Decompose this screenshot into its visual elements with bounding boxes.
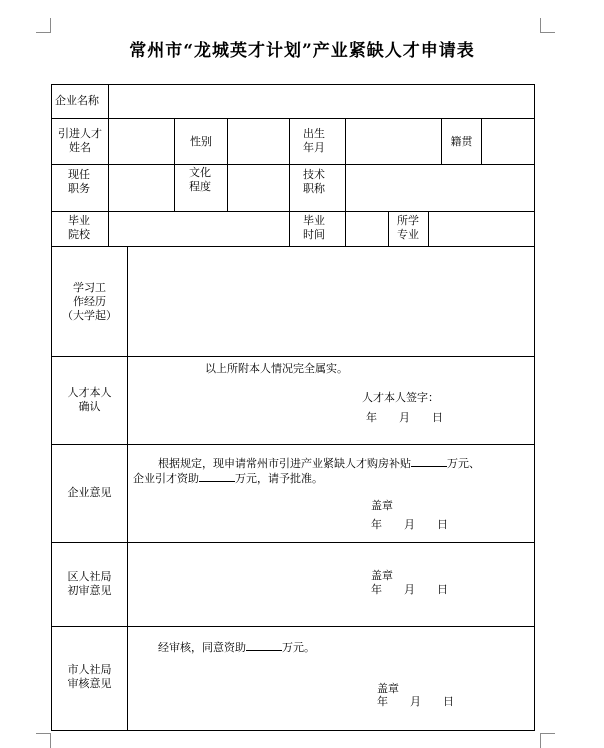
position-field[interactable] bbox=[109, 165, 174, 211]
housing-subsidy-amount-blank[interactable] bbox=[411, 456, 447, 467]
talent-signature-label: 人才本人签字： bbox=[362, 391, 439, 404]
gender-field[interactable] bbox=[228, 119, 289, 164]
graduation-time-label: 毕业 时间 bbox=[303, 214, 325, 241]
technical-title-label: 技术 职称 bbox=[303, 168, 325, 195]
approved-funding-amount-blank[interactable] bbox=[246, 640, 282, 651]
talent-confirmation-date: 年 月 日 bbox=[366, 411, 443, 424]
company-name-field[interactable] bbox=[109, 85, 534, 118]
experience-field[interactable] bbox=[128, 247, 534, 356]
company-name-label: 企业名称 bbox=[55, 94, 99, 107]
education-label: 文化 程度 bbox=[189, 166, 211, 193]
crop-mark-top-left bbox=[36, 18, 51, 33]
recruitment-funding-amount-blank[interactable] bbox=[199, 471, 235, 482]
company-seal-label: 盖章 bbox=[371, 499, 393, 512]
talent-name-label: 引进人才 姓名 bbox=[58, 127, 102, 154]
crop-mark-bottom-right bbox=[540, 733, 555, 748]
city-review-date: 年 月 日 bbox=[377, 695, 454, 708]
talent-confirmation-label: 人才本人 确认 bbox=[67, 386, 112, 413]
district-review-date: 年 月 日 bbox=[371, 583, 448, 596]
graduation-time-field[interactable] bbox=[346, 212, 388, 246]
district-review-label: 区人社局 初审意见 bbox=[67, 570, 112, 597]
major-field[interactable] bbox=[429, 212, 534, 246]
education-field[interactable] bbox=[228, 165, 289, 211]
native-place-field[interactable] bbox=[482, 119, 534, 164]
experience-label: 学习工 作经历 （大学起） bbox=[62, 281, 117, 322]
technical-title-field[interactable] bbox=[346, 165, 534, 211]
district-seal-label: 盖章 bbox=[371, 569, 393, 582]
school-label: 毕业 院校 bbox=[68, 214, 90, 241]
birth-label: 出生 年月 bbox=[303, 127, 325, 154]
company-opinion-line-2: 企业引才资助 万元，请予批准。 bbox=[133, 472, 323, 485]
major-label: 所学 专业 bbox=[397, 214, 419, 241]
company-opinion-line-1: 根据规定，现申请常州市引进产业紧缺人才购房补贴 万元、 bbox=[158, 457, 480, 470]
talent-name-field[interactable] bbox=[109, 119, 174, 164]
city-review-label: 市人社局 审核意见 bbox=[67, 663, 112, 690]
native-place-label: 籍贯 bbox=[450, 135, 473, 148]
company-opinion-label: 企业意见 bbox=[67, 486, 112, 499]
position-label: 现任 职务 bbox=[68, 168, 90, 195]
birth-field[interactable] bbox=[346, 119, 441, 164]
crop-mark-top-right bbox=[540, 18, 555, 33]
city-approval-line: 经审核，同意资助 万元。 bbox=[158, 641, 315, 654]
company-opinion-date: 年 月 日 bbox=[371, 518, 448, 531]
form-title: 常州市“龙城英才计划”产业紧缺人才申请表 bbox=[129, 41, 475, 61]
school-field[interactable] bbox=[109, 212, 289, 246]
crop-mark-bottom-left bbox=[36, 733, 51, 748]
gender-label: 性别 bbox=[190, 135, 212, 148]
confirmation-statement: 以上所附本人情况完全属实。 bbox=[205, 362, 348, 375]
city-seal-label: 盖章 bbox=[377, 682, 399, 695]
